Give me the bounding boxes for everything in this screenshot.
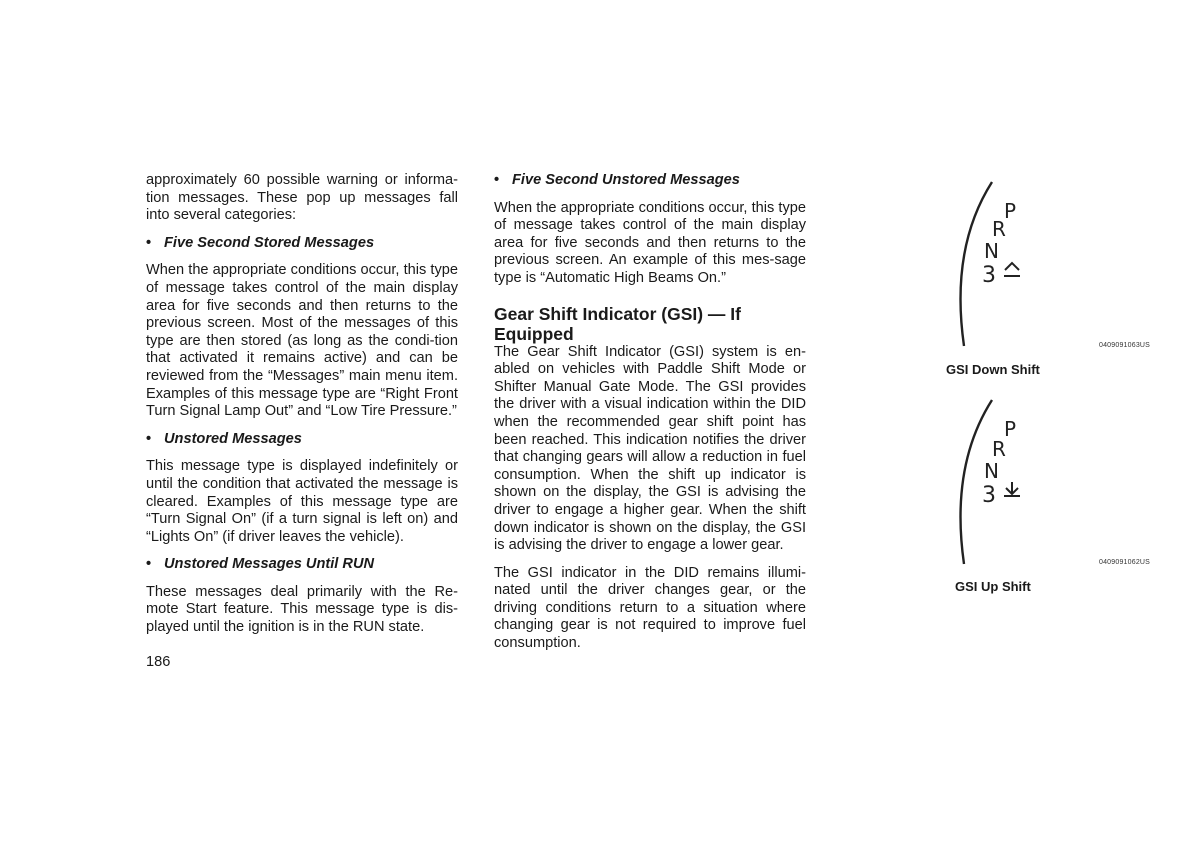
page-number: 186 (146, 654, 171, 670)
figure-caption-1: GSI Down Shift (946, 362, 1040, 377)
shift-arrow-icon (1004, 263, 1020, 276)
gear-letter-r: R (992, 217, 1006, 241)
bullet-dot: • (494, 172, 500, 188)
paragraph-five-second-unstored: When the appropriate conditions occur, this type of message takes control of the main display area for five seconds and then returns to the previous screen. An example of this mes-sage type is “Automatic High Beams On.” (494, 199, 806, 286)
intro-paragraph: approximately 60 possible warning or informa-tion messages. These pop up messages fall into several categories: (146, 172, 458, 224)
gear-letter-r: R (992, 437, 1006, 461)
gsi-down-shift-figure (950, 178, 1050, 350)
gear-letter-p: P (1004, 417, 1017, 441)
gear-display-illustration (950, 178, 1050, 350)
paragraph-unstored-until-run: These messages deal primarily with the Re-mote Start feature. This message type is dis-played until the ignition is in the RUN state. (146, 583, 458, 636)
bullet-title: Unstored Messages (164, 430, 302, 447)
bullet-unstored-until-run (146, 556, 458, 574)
bullet-five-second-stored (146, 235, 458, 253)
paragraph-gsi-illumination: The GSI indicator in the DID remains illumi-nated until the driver changes gear, or the driving conditions return to a situation where changing gear is not required to improve fuel consumption. (494, 564, 806, 652)
paragraph-gsi-description: The Gear Shift Indicator (GSI) system is en-abled on vehicles with Paddle Shift Mode or Shifter Manual Gate Mode. The GSI provides the driver with a visual indication within the DID when the recommended gear shift point has been reached. This indication notifies the driver that changing gears will allow a reduction in fuel consumption. When the shift up indicator is shown on the display, the GSI is advising the driver to engage a higher gear. When the shift down indicator is shown on the display, the GSI is advising the driver to engage a lower gear. (494, 343, 806, 554)
paragraph-five-second-stored: When the appropriate conditions occur, this type of message takes control of the main display area for five seconds and then returns to the previous screen. Most of the messages of this type are then stored (as long as the condi-tion that activated it remains active) and can be reviewed from the “Messages” main menu item. Examples of this message type are “Right Front Turn Signal Lamp Out” and “Low Tire Pressure.” (146, 262, 458, 420)
section-heading-gsi: Gear Shift Indicator (GSI) — If Equipped (494, 303, 741, 344)
bullet-dot: • (146, 234, 152, 251)
gear-display-illustration (950, 396, 1050, 568)
bullet-five-second-unstored (494, 172, 806, 190)
bullet-dot: • (146, 556, 152, 573)
figure-code-2: 0409091062US (1099, 559, 1151, 566)
bullet-title: Five Second Unstored Messages (512, 172, 740, 188)
figure-caption-2: GSI Up Shift (955, 579, 1031, 594)
gear-letter-n: N (984, 459, 999, 483)
bullet-title: Five Second Stored Messages (164, 234, 375, 251)
shift-arrow-icon (1004, 482, 1020, 496)
bullet-unstored (146, 431, 458, 449)
gsi-up-shift-figure (950, 396, 1050, 568)
gear-letter-p: P (1004, 199, 1017, 223)
gear-number-3: 3 (982, 263, 996, 288)
gear-number-3: 3 (982, 483, 996, 508)
bullet-title: Unstored Messages Until RUN (164, 556, 375, 573)
figure-code-1: 0409091063US (1099, 342, 1151, 349)
paragraph-unstored: This message type is displayed indefinitely or until the condition that activated the message is cleared. Examples of this message type are “Turn Signal On” (if a turn signal is left on) and “Lights On” (if driver leaves the vehicle). (146, 458, 458, 545)
gear-letter-n: N (984, 239, 999, 263)
bullet-dot: • (146, 430, 152, 447)
left-column (146, 172, 458, 637)
middle-column (494, 172, 806, 653)
